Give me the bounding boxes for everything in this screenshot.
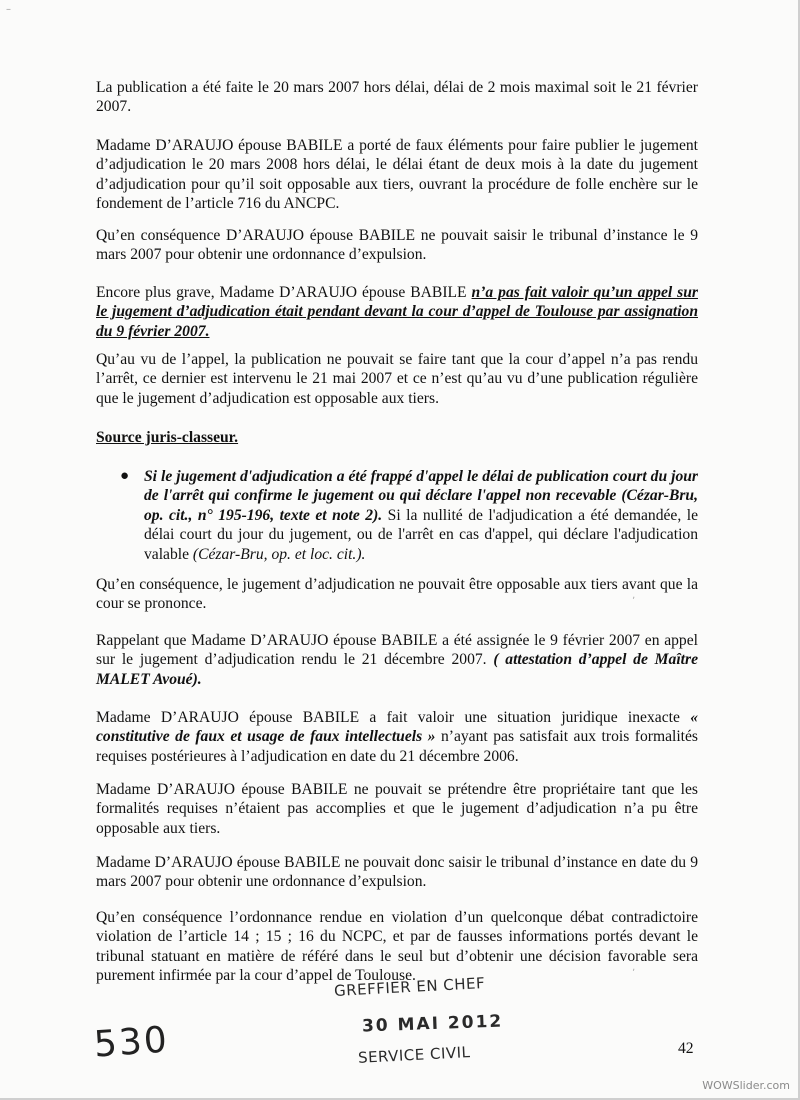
- stamp-greffier: GREFFIER EN CHEF: [333, 974, 486, 1000]
- scan-speck: ʼ: [632, 596, 636, 607]
- paragraph-situation-emphasis: « constitutive de faux et usage de faux intellectuels »: [96, 709, 698, 746]
- paragraph-opposable-tiers: Qu’en conséquence, le jugement d’adjudication ne pouvait être opposable aux tiers avant que la cour se prononce.: [96, 576, 698, 613]
- paragraph-ordonnance-infirmee: Qu’en conséquence l’ordonnance rendue en violation d’un quelconque débat contradictoire violation de l’article 14 ; 15 ; 16 du NCPC, et par de fausses informations portés devant le tribunal statuant en matière de référé dans le seul but d’obtenir une décision favorable sera purement infirmée par la cour d’appel de Toulouse.: [96, 909, 698, 985]
- bullet-plain: Si la nullité de l'adjudication a été demandée, le délai court du jour du jugement, ou de l'arrêt en cas d'appel, qui déclare l'adjudication valable: [144, 506, 698, 563]
- paragraph-faux-elements: Madame D’ARAUJO épouse BABILE a porté de faux éléments pour faire publier le jugement d’adjudication le 20 mars 2008 hors délai, le délai étant de deux mois à la date du jugement d’adjudication pour qu’il soit opposable aux tiers, ouvrant la procédure de folle enchère sur le fondement de l’article 716 du ANCPC.: [96, 137, 698, 213]
- paragraph-rappelant: [96, 631, 698, 689]
- paragraph-rappelant-plain: Rappelant que Madame D’ARAUJO épouse BABILE a été assignée le 9 février 2007 en appel sur le jugement d’adjudication rendu le 21 décembre 2007.: [96, 632, 698, 669]
- watermark: WOWSlider.com: [702, 1079, 790, 1092]
- stamp-date: 30 MAI 2012: [361, 1011, 504, 1037]
- bullet-icon: ●: [120, 468, 130, 484]
- scan-speck: ʼ: [632, 968, 636, 979]
- paragraph-encore-plus-grave: [96, 283, 698, 341]
- paragraph-saisir-tribunal: Madame D’ARAUJO épouse BABILE ne pouvait donc saisir le tribunal d’instance en date du 9 mars 2007 pour obtenir une ordonnance d’expulsion.: [96, 854, 698, 891]
- paragraph-situation-plain-1: Madame D’ARAUJO épouse BABILE a fait valoir une situation juridique inexacte: [96, 709, 691, 726]
- paragraph-situation-plain-2: n’ayant pas satisfait aux trois formalités requises postérieures à l’adjudication en date du 21 décembre 2006.: [96, 728, 698, 765]
- paragraph-publication-date: La publication a été faite le 20 mars 2007 hors délai, délai de 2 mois maximal soit le 21 février 2007.: [96, 79, 698, 116]
- paragraph-consequence-tribunal: Qu’en conséquence D’ARAUJO épouse BABILE ne pouvait saisir le tribunal d’instance le 9 mars 2007 pour obtenir une ordonnance d’expulsion.: [96, 227, 698, 264]
- paragraph-appel-publication: Qu’au vu de l’appel, la publication ne pouvait se faire tant que la cour d’appel n’a pas rendu l’arrêt, ce dernier est intervenu le 21 mai 2007 et ce n’est qu’au vu d’une publication régulière que le jugement d’adjudication est opposable aux tiers.: [96, 351, 698, 407]
- scan-corner-mark: –: [6, 4, 11, 15]
- handwritten-number: 530: [92, 1019, 171, 1066]
- paragraph-encore-plain: Encore plus grave, Madame D’ARAUJO épouse BABILE: [96, 284, 472, 301]
- bullet-emphasis: Si le jugement d'adjudication a été frappé d'appel le délai de publication court du jour de l'arrêt qui confirme le jugement ou qui déclare l'appel non recevable (Cézar-Bru, op. cit., n° 195-196, texte et note 2).: [144, 468, 698, 524]
- paragraph-proprietaire: Madame D’ARAUJO épouse BABILE ne pouvait se prétendre être propriétaire tant que les formalités requises n’étaient pas accomplies et que le jugement d’adjudication n’a pu être opposable aux tiers.: [96, 781, 698, 837]
- stamp-service: SERVICE CIVIL: [357, 1043, 471, 1067]
- source-heading: Source juris-classeur.: [96, 429, 239, 446]
- page-number: 42: [678, 1040, 694, 1057]
- paragraph-encore-emphasis: n’a pas fait valoir qu’un appel sur le jugement d’adjudication était pendant devant la cour d’appel de Toulouse par assignation du 9 février 2007.: [96, 284, 698, 340]
- bullet-text: [144, 467, 698, 564]
- paragraph-situation-inexacte: [96, 708, 698, 766]
- bullet-citation: (Cézar-Bru, op. et loc. cit.).: [192, 545, 366, 563]
- paragraph-rappelant-emphasis: ( attestation d’appel de Maître MALET Avoué).: [96, 651, 698, 688]
